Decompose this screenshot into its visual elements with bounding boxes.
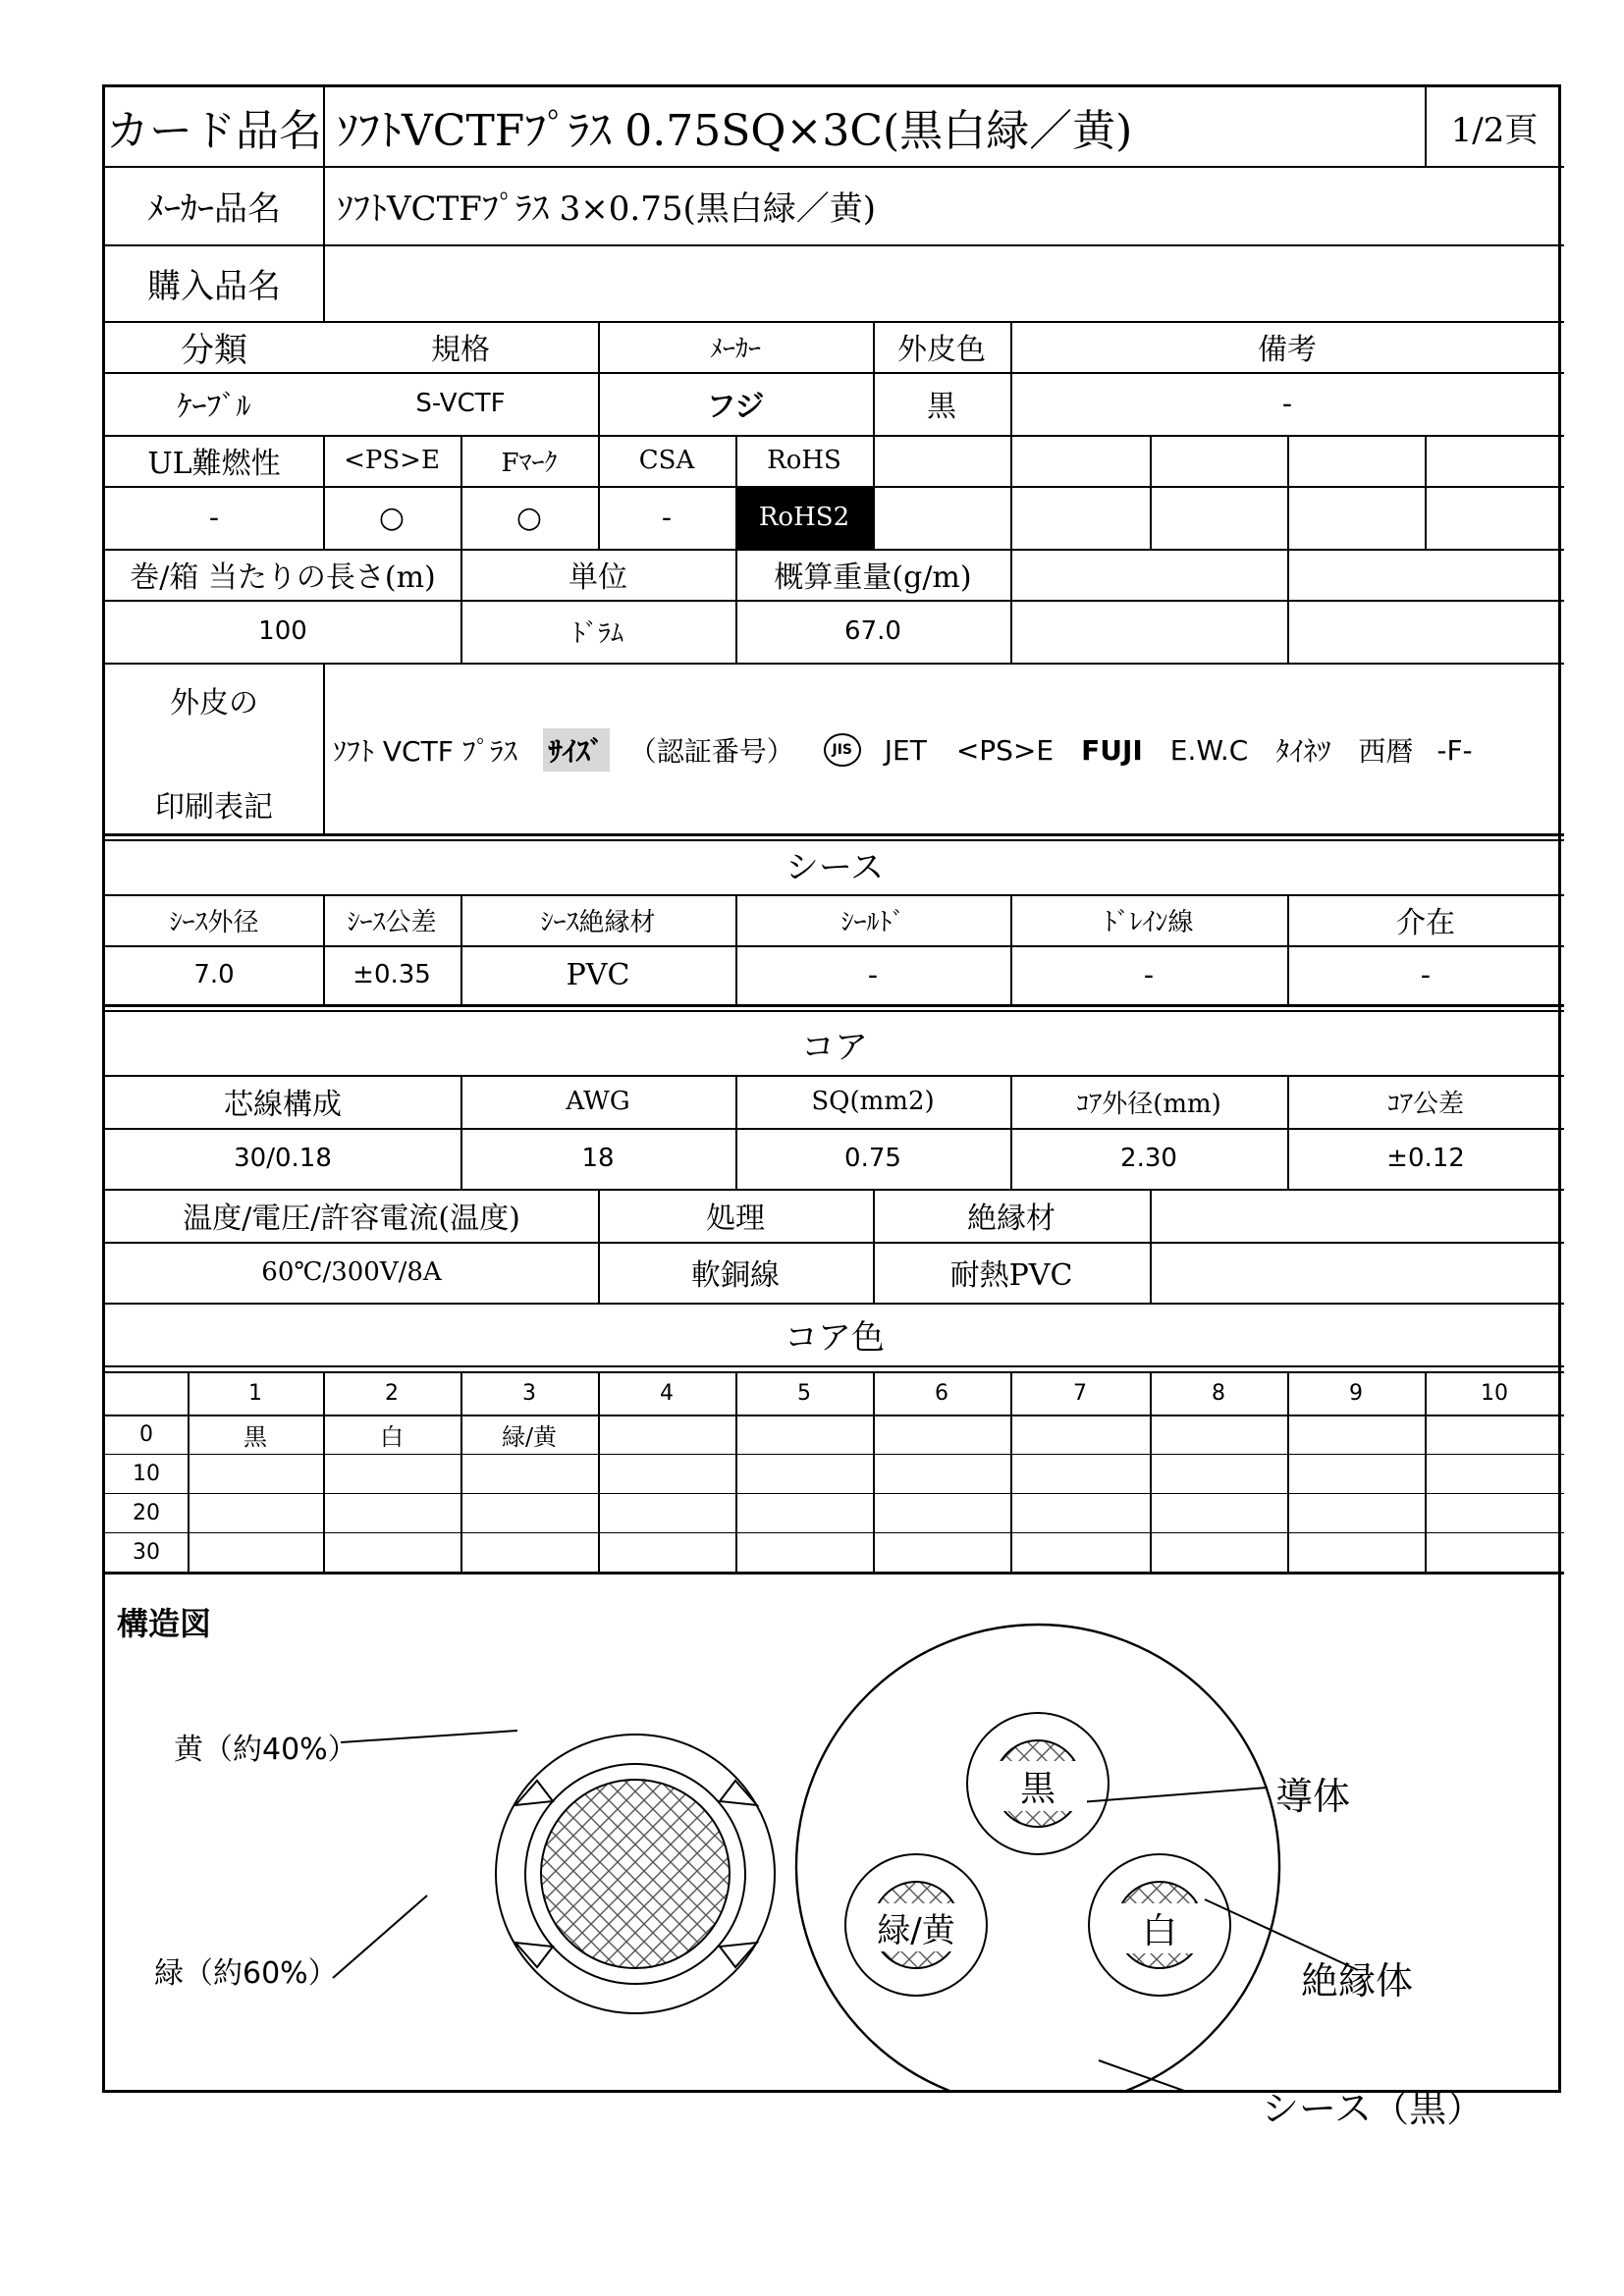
rule-line: [105, 1365, 1564, 1367]
rule-line: [873, 1371, 875, 1572]
rule-line: [1425, 1371, 1427, 1572]
rule-line: [105, 839, 1564, 841]
sq-value: 0.75: [844, 1144, 901, 1173]
color-col-header: 10: [1481, 1380, 1508, 1406]
awg-value: 18: [581, 1144, 615, 1173]
length-header: 巻/箱 当たりの長さ(m): [130, 561, 436, 595]
core-od-header: ｺｱ外径(mm): [1076, 1089, 1221, 1119]
sq-header: SQ(mm2): [811, 1087, 935, 1116]
rule-line: [105, 372, 1564, 374]
rule-line: [105, 1242, 1564, 1244]
yellow-label: 黄（約40%）: [174, 1733, 357, 1767]
treatment-value: 軟銅線: [691, 1258, 780, 1293]
sheath-material-header: ｼｰｽ絶縁材: [540, 907, 656, 937]
rule-line: [323, 894, 325, 1004]
insulation-value: 耐熱PVC: [949, 1258, 1073, 1293]
rule-line: [1425, 87, 1427, 166]
print-label-bottom: 印刷表記: [155, 790, 273, 825]
print-item-size: ｻｲｽﾞ: [543, 728, 610, 772]
rule-line: [873, 1189, 875, 1303]
spec-sheet: [102, 84, 1561, 2130]
strand-header: 芯線構成: [224, 1088, 342, 1122]
rule-line: [105, 321, 1564, 323]
rule-line: [105, 1010, 1564, 1012]
core-od-value: 2.30: [1120, 1144, 1177, 1173]
core-tol-header: ｺｱ公差: [1386, 1089, 1464, 1119]
rule-line: [1287, 1371, 1289, 1572]
remarks-header: 備考: [1258, 333, 1317, 367]
color-cell: 白: [380, 1422, 404, 1451]
filler-header: 介在: [1396, 906, 1455, 940]
rule-line: [460, 1371, 462, 1572]
rule-line: [105, 1303, 1564, 1305]
color-col-header: 2: [385, 1380, 399, 1406]
structure-diagram: [105, 1579, 1558, 2090]
rohs-value: RoHS2: [735, 486, 873, 549]
maker-value: フジ: [706, 390, 765, 424]
unit-header: 単位: [568, 561, 627, 595]
color-cell: [1287, 1415, 1425, 1454]
print-item-cert: （認証番号）: [628, 735, 794, 768]
rule-line: [323, 87, 325, 321]
csa-value: -: [661, 500, 673, 535]
ul-flame-header: UL難燃性: [147, 447, 281, 481]
color-cell: 黒: [244, 1422, 267, 1451]
rule-line: [1287, 549, 1289, 663]
color-cell: [873, 1415, 1010, 1454]
weight-value: 67.0: [844, 616, 901, 646]
color-col-header: 7: [1073, 1380, 1087, 1406]
color-col-header: 9: [1349, 1380, 1363, 1406]
rule-line: [1287, 435, 1289, 549]
card-name-label: カード品名: [106, 106, 322, 156]
color-cell: [735, 1415, 873, 1454]
color-col-header: 3: [522, 1380, 536, 1406]
rohs-header: RoHS: [767, 446, 841, 475]
classification-header: 分類: [181, 330, 247, 370]
rule-line: [598, 321, 600, 435]
treatment-header: 処理: [706, 1201, 765, 1236]
rule-line: [460, 435, 462, 549]
print-item-year: 西暦: [1358, 735, 1414, 768]
purchase-name-label: 購入品名: [147, 266, 281, 306]
weight-header: 概算重量(g/m): [774, 561, 972, 595]
rule-line: [735, 1075, 737, 1189]
maker-name-value: ｿﾌﾄVCTFﾌﾟﾗｽ 3×0.75(黒白緑／黄): [337, 188, 876, 229]
rule-line: [105, 1189, 1564, 1191]
rule-line: [460, 1075, 462, 1189]
strand-value: 30/0.18: [234, 1144, 332, 1173]
rule-line: [1150, 1189, 1152, 1303]
color-cell: 緑/黄: [501, 1422, 558, 1451]
jacket-color-value: 黒: [927, 390, 956, 424]
rule-line: [873, 435, 875, 549]
color-cell: [598, 1415, 735, 1454]
rule-line: [1010, 894, 1012, 1004]
color-col-header: 4: [660, 1380, 674, 1406]
standard-header: 規格: [431, 333, 490, 367]
print-label-top: 外皮の: [170, 686, 258, 721]
maker-header: ﾒｰｶｰ: [709, 334, 761, 364]
core-tol-value: ±0.12: [1386, 1144, 1465, 1173]
rule-line: [188, 1371, 189, 1572]
print-item-jet: JET: [884, 733, 927, 767]
print-item-tainetsu: ﾀｲﾈﾂ: [1275, 735, 1331, 768]
rule-line: [323, 663, 325, 833]
color-col-header: 6: [935, 1380, 948, 1406]
color-row-label: 20: [133, 1500, 160, 1525]
unit-value: ﾄﾞﾗﾑ: [571, 618, 623, 649]
rule-line: [1010, 1371, 1012, 1572]
core-label-green-yellow: 緑/黄: [867, 1903, 965, 1951]
core-label-white: 白: [1110, 1903, 1209, 1953]
f-mark-value: ○: [515, 500, 543, 535]
rule-line: [105, 1075, 1564, 1077]
standard-value: S-VCTF: [415, 389, 506, 418]
core-label-black: 黒: [989, 1761, 1087, 1811]
classification-value: ｹｰﾌﾞﾙ: [177, 390, 251, 424]
core-insulation-diagram: [333, 1731, 775, 2013]
rule-line: [105, 549, 1564, 551]
drain-header: ﾄﾞﾚｲﾝ線: [1104, 907, 1194, 937]
rule-line: [1010, 321, 1012, 435]
color-row-label: 0: [139, 1421, 153, 1447]
diagram-title: 構造図: [117, 1605, 212, 1642]
pse-header: <PS>E: [344, 446, 440, 475]
shield-header: ｼｰﾙﾄﾞ: [840, 907, 905, 937]
sheath-od-header: ｼｰｽ外径: [169, 907, 259, 937]
color-cell: [1010, 1415, 1150, 1454]
color-col-header: 5: [797, 1380, 811, 1406]
print-item-ewc: E.W.C: [1169, 733, 1249, 767]
rule-line: [105, 833, 1564, 836]
jacket-color-header: 外皮色: [897, 333, 986, 367]
shield-value: -: [867, 957, 879, 992]
rule-line: [735, 894, 737, 1004]
purchase-name-value: [323, 244, 1564, 321]
ul-flame-value: -: [208, 500, 220, 535]
csa-header: CSA: [638, 446, 695, 475]
rule-line: [735, 549, 737, 663]
sheath-material-value: PVC: [566, 957, 630, 992]
rule-line: [1287, 1075, 1289, 1189]
drain-value: -: [1143, 957, 1155, 992]
color-cell: [1150, 1415, 1287, 1454]
print-item-product: ｿﾌﾄ VCTF ﾌﾟﾗｽ: [333, 735, 517, 768]
rule-line: [1010, 1075, 1012, 1189]
rule-line: [873, 321, 875, 435]
filler-value: -: [1420, 957, 1432, 992]
remarks-value: -: [1281, 386, 1293, 421]
rule-line: [323, 435, 325, 549]
rating-value: 60℃/300V/8A: [261, 1257, 442, 1287]
page-number: 1/2頁: [1450, 110, 1539, 150]
color-row-label: 30: [133, 1539, 160, 1565]
sheath-tol-value: ±0.35: [352, 960, 431, 989]
rating-header: 温度/電圧/許容電流(温度): [183, 1201, 520, 1236]
rule-line: [1150, 1371, 1152, 1572]
maker-name-label: ﾒｰｶｰ品名: [147, 188, 281, 229]
print-item-fuji: FUJI: [1081, 733, 1143, 767]
conductor-label: 導体: [1275, 1775, 1351, 1818]
f-mark-header: Fﾏｰｸ: [501, 448, 558, 478]
rule-line: [1010, 435, 1012, 549]
jis-mark-icon: JIS: [824, 733, 861, 767]
card-name-value: ｿﾌﾄVCTFﾌﾟﾗｽ 0.75SQ×3C(黒白緑／黄): [337, 106, 1133, 156]
print-item-pse: <PS>E: [955, 733, 1055, 767]
pse-value: ○: [378, 500, 406, 535]
sheath-od-value: 7.0: [193, 960, 235, 989]
color-cell: [1425, 1415, 1564, 1454]
rule-line: [105, 1128, 1564, 1130]
rule-line: [105, 1004, 1564, 1007]
sheath-label: シース（黒）: [1262, 2087, 1485, 2130]
rule-line: [460, 549, 462, 663]
rule-line: [1010, 549, 1012, 663]
rule-line: [1150, 435, 1152, 549]
green-label: 緑（約60%）: [154, 1956, 338, 1991]
rule-line: [105, 600, 1564, 602]
color-col-header: 1: [248, 1380, 262, 1406]
rule-line: [1425, 435, 1427, 549]
rule-line: [1287, 894, 1289, 1004]
sheath-tol-header: ｼｰｽ公差: [347, 907, 437, 937]
cable-cross-section: [796, 1625, 1358, 2090]
rule-line: [598, 1371, 600, 1572]
rule-line: [598, 435, 600, 549]
rule-line: [105, 1572, 1564, 1575]
sheath-title: シース: [785, 847, 885, 887]
length-value: 100: [258, 616, 307, 646]
rule-line: [598, 1189, 600, 1303]
color-row-label: 10: [133, 1461, 160, 1486]
print-item-f: -F-: [1436, 733, 1473, 767]
core-color-title: コア色: [785, 1317, 885, 1358]
core-title: コア: [801, 1027, 868, 1067]
insulation-header: 絶縁材: [967, 1201, 1056, 1236]
rule-line: [323, 1371, 325, 1572]
rule-line: [460, 894, 462, 1004]
print-marking: [333, 727, 1554, 773]
rule-line: [735, 435, 737, 549]
color-col-header: 8: [1212, 1380, 1225, 1406]
rule-line: [735, 1371, 737, 1572]
awg-header: AWG: [566, 1087, 630, 1116]
insulator-label: 絶縁体: [1301, 1959, 1414, 2002]
